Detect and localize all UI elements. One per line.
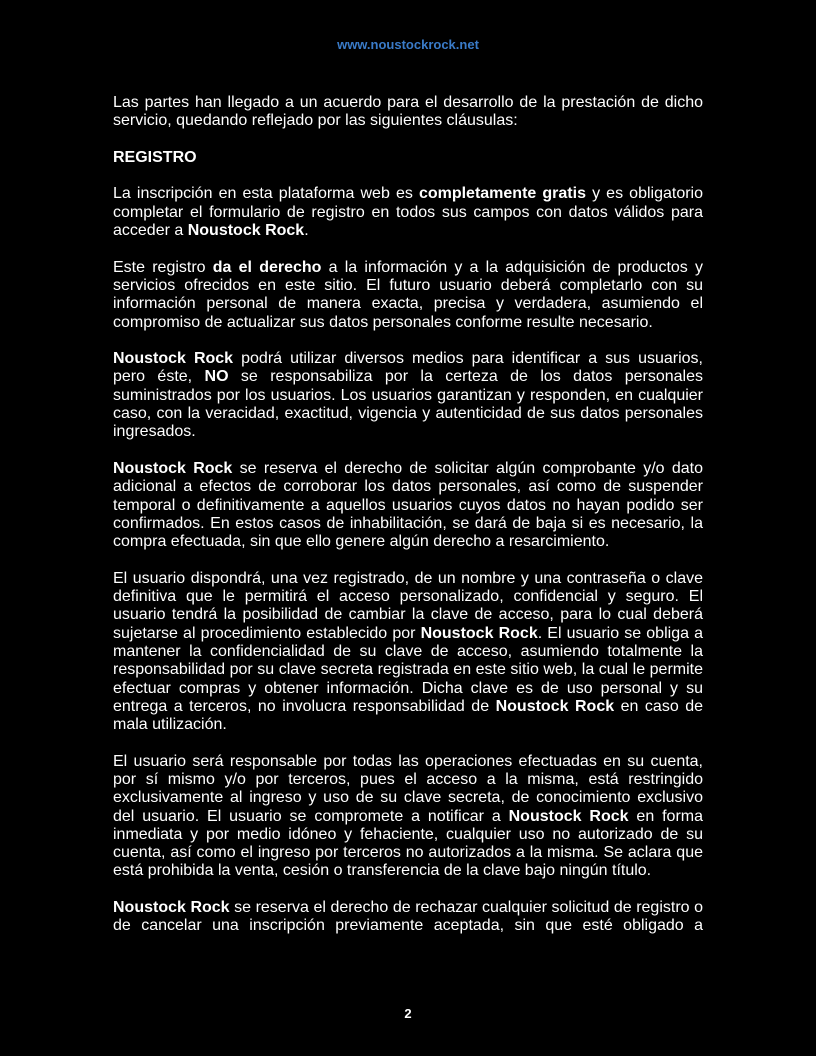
section-title: REGISTRO	[113, 148, 197, 166]
text-run: El usuario dispondrá, una vez registrado, de un nombre y una contraseña o clave definitiva que le permitirá el acceso personalizado, confidencial y seguro. El usuario tendrá la posibilidad de cambiar la clave de acceso, para lo cual deberá sujetarse al procedimiento establecido por	[113, 569, 703, 642]
section-paragraphs	[113, 185, 703, 935]
bold-text: Noustock Rock	[495, 697, 615, 715]
text-run: .	[304, 222, 309, 240]
text-run: a la información y a la adquisición de productos y servicios ofrecidos en este sitio. El futuro usuario deberá completarlo con su información personal de manera exacta, precisa y verdadera, asumiendo el compromiso de actualizar sus datos personales conforme resulte necesario.	[113, 258, 703, 331]
bold-text: Noustock Rock	[113, 459, 233, 477]
text-run: y es obligatorio completar el formulario de registro en todos sus campos con datos válidos para acceder a	[113, 185, 703, 240]
website-header: www.noustockrock.net	[337, 37, 479, 52]
document-body	[113, 94, 703, 954]
paragraph	[113, 460, 703, 551]
page-number: 2	[404, 1006, 412, 1021]
text-run: Las partes han llegado a un acuerdo para el desarrollo de la prestación de dicho servicio, quedando reflejado por las siguientes cláusulas:	[113, 94, 703, 130]
text-run: en forma inmediata y por medio idóneo y fehaciente, cualquier uso no autorizado de su cuenta, así como el ingreso por terceros no autorizados a la misma. Se aclara que está prohibida la venta, cesión o transferencia de la clave bajo ningún título.	[113, 807, 704, 880]
bold-text: Noustock Rock	[508, 807, 629, 825]
bold-text: Noustock Rock	[187, 222, 305, 240]
text-run: . El usuario se obliga a mantener la confidencialidad de su clave de acceso, asumiendo totalmente la responsabilidad por su clave secreta registrada en este sitio web, la cual le permite efectuar compras y obtener información. Dicha clave es de uso personal y su entrega a terceros, no involucra responsabilidad de	[113, 624, 704, 715]
bold-text: Noustock Rock	[420, 624, 538, 642]
text-run: Este registro	[113, 258, 213, 276]
text-run: en caso de mala utilización.	[113, 697, 704, 734]
bold-text: completamente gratis	[418, 185, 586, 203]
paragraph	[113, 259, 703, 332]
text-run: La inscripción en esta plataforma web es	[113, 185, 419, 203]
bold-text: da el derecho	[212, 258, 322, 276]
bold-text: Noustock Rock	[113, 350, 234, 368]
paragraph	[113, 350, 703, 441]
paragraph	[113, 899, 703, 936]
paragraph	[113, 753, 703, 881]
paragraph	[113, 185, 703, 240]
text-run: El usuario será responsable por todas las operaciones efectuadas en su cuenta, por sí mismo y/o por terceros, pues el acceso a la misma, está restringido exclusivamente al ingreso y uso de su clave secreta, de conocimiento exclusivo del usuario. El usuario se compromete a notificar a	[113, 752, 703, 825]
paragraph	[113, 570, 703, 735]
text-run: se reserva el derecho de rechazar cualquier solicitud de registro o de cancelar una inscripción previamente aceptada, sin que esté obligado a	[113, 899, 704, 935]
text-run: se reserva el derecho de solicitar algún comprobante y/o dato adicional a efectos de corroborar los datos personales, así como de suspender temporal o definitivamente a aquellos usuarios cuyos datos no hayan podido ser confirmados. En estos casos de inhabilitación, se dará de baja si es necesario, la compra efectuada, sin que ello genere algún derecho a resarcimiento.	[113, 459, 704, 551]
bold-text: NO	[204, 368, 229, 386]
bold-text: Noustock Rock	[113, 899, 230, 917]
text-run: se responsabiliza por la certeza de los datos personales suministrados por los usuarios. Los usuarios garantizan y responden, en cualquier caso, con la veracidad, exactitud, vigencia y autenticidad de sus datos personales ingresados.	[113, 368, 703, 441]
intro-paragraph	[113, 94, 703, 131]
text-run: podrá utilizar diversos medios para identificar a sus usuarios, pero éste,	[113, 350, 704, 386]
